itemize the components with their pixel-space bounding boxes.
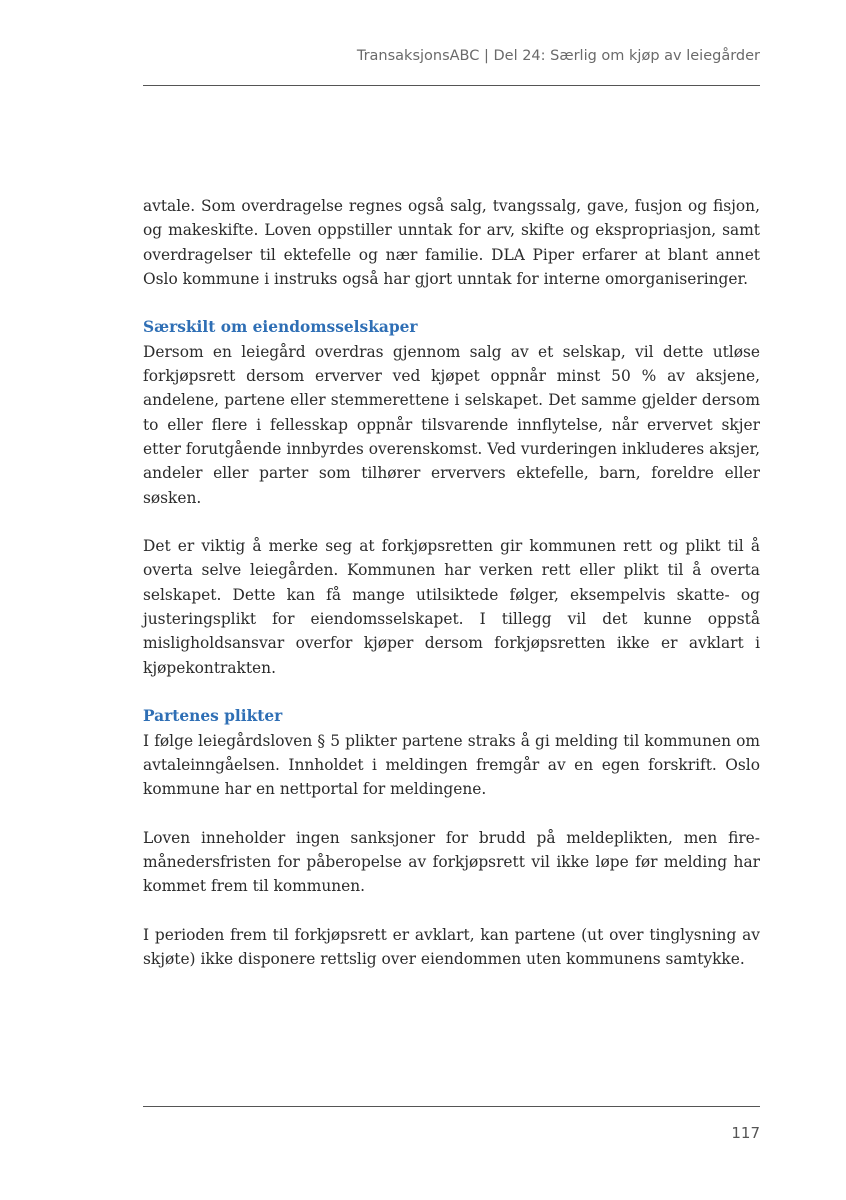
paragraph-selskaper-2: Det er viktig å merke seg at forkjøpsretten gir kommunen rett og plikt til å overta selve leiegården. Kommunen har verken rett eller plikt til å overta selskapet. Dette kan få mange utilsiktede følger, eksempelvis skatte- og justeringsplikt for eiendomsselskapet. I tillegg vil det kunne oppstå misligholdsansvar overfor kjøper dersom forkjøpsretten ikke er avklart i kjøpekontrakten. — [143, 537, 760, 677]
paragraph-plikter-1: I følge leiegårdsloven § 5 plikter partene straks å gi melding til kommunen om avtaleinngåelsen. Innholdet i meldingen fremgår av en egen forskrift. Oslo kommune har en nettportal for meldingene. — [143, 731, 760, 799]
page-number: 117 — [731, 1124, 760, 1142]
paragraph-plikter-2: Loven inneholder ingen sanksjoner for brudd på meldeplikten, men firemånedersfristen for påberopelse av forkjøpsrett vil ikke løpe før melding har kommet frem til kommunen. — [143, 828, 760, 896]
paragraph-plikter-3: I perioden frem til forkjøpsrett er avklart, kan partene (ut over tinglysning av skjøte) ikke disponere rettslig over eiendommen uten kommunens samtykke. — [143, 925, 760, 969]
running-header: TransaksjonsABC | Del 24: Særlig om kjøp av leiegårder — [356, 48, 760, 64]
paragraph-intro: avtale. Som overdragelse regnes også salg, tvangssalg, gave, fusjon og fisjon, og makeskifte. Loven oppstiller unntak for arv, skifte og ekspropriasjon, samt overdragelser til ektefelle og nær familie. DLA Piper erfarer at blant annet Oslo kommune i instruks også har gjort unntak for interne omorganiseringer. — [143, 197, 760, 288]
footer-divider — [143, 1106, 760, 1107]
paragraph-selskaper-1: Dersom en leiegård overdras gjennom salg av et selskap, vil dette utløse forkjøpsrett dersom erverver ved kjøpet oppnår minst 50 % av aksjene, andelene, partene eller stemmerettene i selskapet. Det samme gjelder dersom to eller flere i fellesskap oppnår tilsvarende innflytelse, når ervervet skjer etter forutgående innbyrdes overenskomst. Ved vurderingen inkluderes aksjer, andeler eller parter som tilhører erververs ektefelle, barn, foreldre eller søsken. — [143, 342, 760, 507]
header-divider — [143, 85, 760, 86]
section-heading-eiendomsselskaper: Særskilt om eiendomsselskaper — [143, 318, 418, 337]
body-content — [143, 194, 760, 972]
section-heading-partenes-plikter: Partenes plikter — [143, 707, 283, 726]
